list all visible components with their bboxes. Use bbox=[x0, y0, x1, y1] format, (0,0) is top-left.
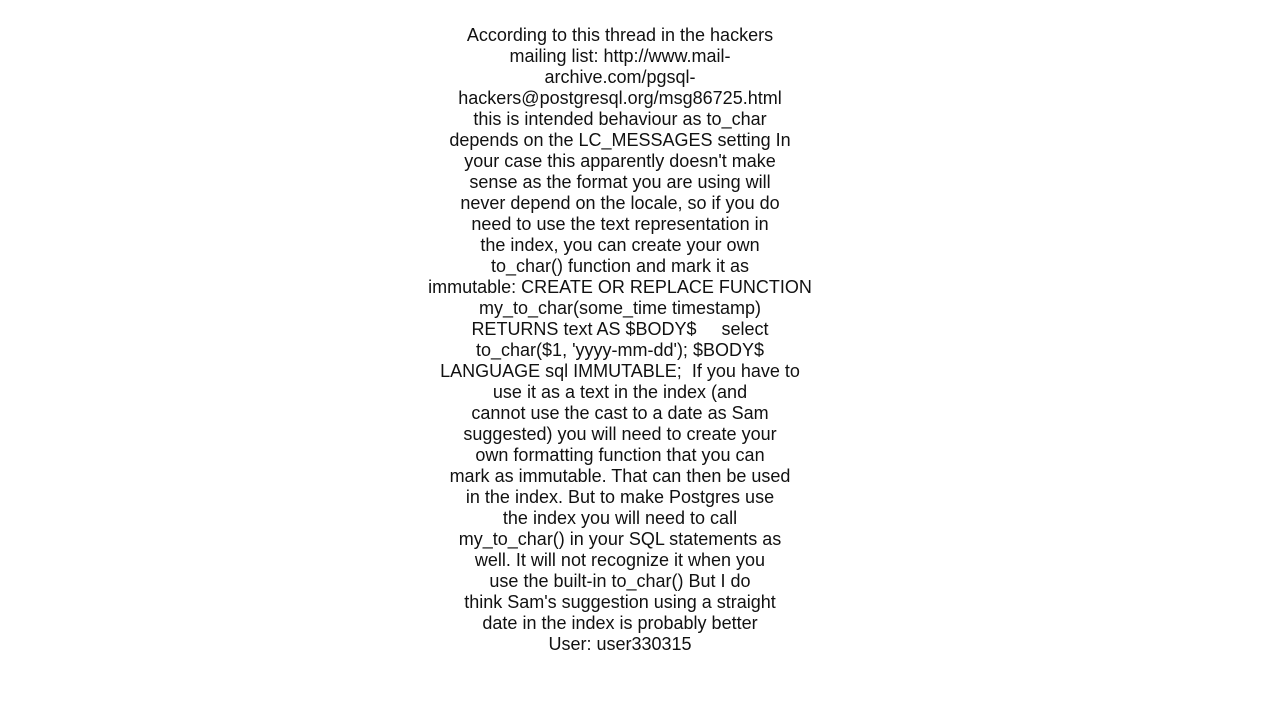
answer-line: cannot use the cast to a date as Sam bbox=[471, 403, 769, 423]
answer-line: date in the index is probably better bbox=[482, 613, 758, 633]
answer-line: suggested) you will need to create your bbox=[463, 424, 777, 444]
answer-line: this is intended behaviour as to_char bbox=[473, 109, 767, 129]
answer-line: archive.com/pgsql- bbox=[544, 67, 696, 87]
answer-line: sense as the format you are using will bbox=[469, 172, 771, 192]
answer-line: hackers@postgresql.org/msg86725.html bbox=[458, 88, 782, 108]
answer-line: the index you will need to call bbox=[502, 508, 738, 528]
answer-line: my_to_char() in your SQL statements as bbox=[458, 529, 782, 549]
answer-line: think Sam's suggestion using a straight bbox=[464, 592, 776, 612]
answer-line: mailing list: http://www.mail- bbox=[509, 46, 731, 66]
answer-line: to_char() function and mark it as bbox=[490, 256, 750, 276]
answer-line: the index, you can create your own bbox=[480, 235, 760, 255]
answer-line: LANGUAGE sql IMMUTABLE; If you have to bbox=[440, 361, 800, 381]
answer-line: to_char($1, 'yyyy-mm-dd'); $BODY$ bbox=[476, 340, 764, 360]
answer-line: my_to_char(some_time timestamp) bbox=[478, 298, 762, 318]
answer-line: your case this apparently doesn't make bbox=[464, 151, 776, 171]
answer-line: immutable: CREATE OR REPLACE FUNCTION bbox=[428, 277, 812, 297]
user-attribution: User: user330315 bbox=[548, 634, 692, 654]
answer-line: never depend on the locale, so if you do bbox=[460, 193, 780, 213]
answer-line: use it as a text in the index (and bbox=[492, 382, 748, 402]
answer-line: RETURNS text AS $BODY$ select bbox=[471, 319, 769, 339]
answer-line: According to this thread in the hackers bbox=[466, 25, 774, 45]
answer-line: use the built-in to_char() But I do bbox=[489, 571, 751, 591]
answer-line: in the index. But to make Postgres use bbox=[465, 487, 775, 507]
answer-line: depends on the LC_MESSAGES setting In bbox=[449, 130, 791, 150]
answer-text-block bbox=[0, 25, 1240, 655]
answer-line: need to use the text representation in bbox=[471, 214, 769, 234]
answer-line: well. It will not recognize it when you bbox=[474, 550, 766, 570]
answer-line: mark as immutable. That can then be used bbox=[449, 466, 791, 486]
answer-line: own formatting function that you can bbox=[475, 445, 765, 465]
